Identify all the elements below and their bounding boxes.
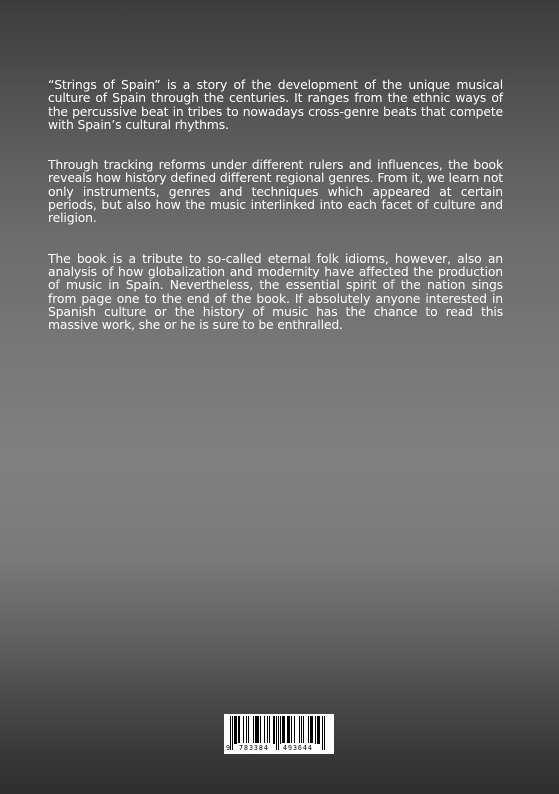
- blurb-paragraph-1: “Strings of Spain” is a story of the development of the unique musical culture of Spain through the centuries. It ranges from the ethnic ways of the percussive beat in tribes to nowadays cross-genre beats that compete with Spain’s cultural rhythms.: [48, 77, 503, 132]
- barcode-bar: [236, 716, 237, 744]
- barcode-bar: [273, 716, 274, 744]
- isbn-barcode: [224, 714, 334, 754]
- barcode-bar: [291, 716, 292, 744]
- barcode-bar: [294, 716, 295, 744]
- barcode-bar: [239, 716, 240, 744]
- barcode-bar: [243, 716, 244, 744]
- barcode-bar: [310, 716, 311, 744]
- barcode-bar: [303, 716, 304, 744]
- barcode-bar: [311, 716, 312, 744]
- barcode-bar: [264, 716, 265, 744]
- barcode-bar: [280, 716, 281, 744]
- barcode-bar: [253, 716, 254, 744]
- barcode-bar: [299, 716, 300, 744]
- barcode-bar: [246, 716, 247, 744]
- barcode-bar: [301, 716, 302, 744]
- barcode-bar: [282, 716, 283, 744]
- barcode-bar: [248, 716, 249, 744]
- barcode-bar: [267, 716, 268, 744]
- barcode-left-group: 783384: [239, 744, 269, 752]
- barcode-bar: [287, 716, 288, 744]
- barcode-lead-digit: 9: [226, 744, 230, 752]
- barcode-bar: [284, 716, 285, 744]
- barcode-right-group: 493644: [283, 744, 313, 752]
- barcode-bar: [274, 716, 275, 744]
- blurb-paragraph-2: Through tracking reforms under different rulers and influences, the book reveals how history defined different regional genres. From it, we learn not only instruments, genres and techniques which appeared at certain periods, but also how the music interlinked into each facet of culture and religion.: [48, 157, 503, 226]
- barcode-bar: [315, 716, 316, 744]
- barcode-bar: [235, 716, 236, 744]
- barcode-bar: [319, 716, 320, 744]
- barcode-bar: [308, 716, 309, 744]
- book-blurb: [48, 78, 503, 358]
- barcode-digits: [224, 743, 334, 753]
- barcode-bar: [317, 716, 318, 744]
- barcode-bar: [257, 716, 258, 744]
- barcode-bar: [318, 716, 319, 744]
- barcode-bar: [238, 716, 239, 744]
- barcode-bar: [256, 716, 257, 744]
- barcode-bar: [288, 716, 289, 744]
- barcode-bar: [289, 716, 290, 744]
- barcode-bar: [255, 716, 256, 744]
- barcode-bar: [283, 716, 284, 744]
- barcode-bar: [258, 716, 259, 744]
- barcode-bar: [312, 716, 313, 744]
- barcode-bar: [269, 716, 270, 744]
- barcode-bar: [260, 716, 261, 744]
- barcode-bar: [234, 716, 235, 744]
- blurb-paragraph-3: The book is a tribute to so-called eternal folk idioms, however, also an analysis of how globalization and modernity have affected the production of music in Spain. Nevertheless, the essential spirit of the nation sings from page one to the end of the book. If absolutely anyone interested in Spanish culture or the history of music has the chance to read this massive work, she or he is sure to be enthralled.: [48, 250, 503, 333]
